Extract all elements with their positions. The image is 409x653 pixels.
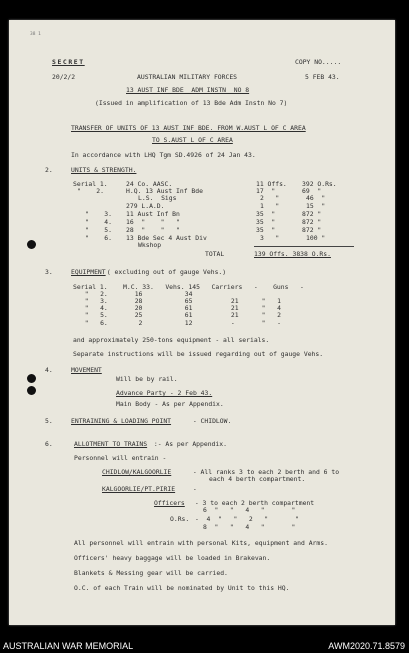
main-body-line: Main Body - As per Appendix. — [116, 400, 224, 408]
copy-number: COPY NO..... — [295, 58, 342, 66]
transfer-heading-line2: TO S.AUST L OF C AREA — [152, 136, 233, 144]
units-total-label: TOTAL — [205, 250, 225, 258]
unit-name: 28 " " " — [126, 226, 180, 234]
unit-name: 24 Co. AASC. — [126, 180, 173, 188]
equipment-row: " 3. 28 65 21 " 1 — [77, 297, 281, 305]
route-1-continued: each 4 berth compartment. — [209, 475, 306, 483]
unit-serial: " 4. — [85, 218, 112, 226]
section-5-detail: - CHIDLOW. — [189, 417, 232, 425]
officers-allotment: - 3 to each 2 berth compartment — [191, 499, 315, 507]
instruction-line: Blankets & Messing gear will be carried. — [74, 569, 228, 577]
unit-other-ranks: 872 " — [302, 218, 322, 226]
unit-other-ranks: 15 " — [306, 202, 326, 210]
instruction-title: 13 AUST INF BDE ADM INSTN NO 8 — [126, 86, 250, 94]
units-total-value: 139 Offs. 3838 O.Rs. — [254, 250, 331, 258]
archive-name: AUSTRALIAN WAR MEMORIAL — [3, 641, 134, 651]
section-6-number: 6. — [45, 440, 53, 448]
instruction-line: All personnel will entrain with personal Kits, equipment and Arms. — [74, 539, 328, 547]
equipment-row: " 6. 2 12 - " - — [77, 319, 281, 327]
transfer-heading-line1: TRANSFER OF UNITS OF 13 AUST INF BDE. FROM W.AUST L OF C AREA — [71, 124, 306, 132]
organisation-heading: AUSTRALIAN MILITARY FORCES — [137, 73, 238, 81]
unit-other-ranks: 46 " — [306, 194, 326, 202]
section-4-title: MOVEMENT — [71, 366, 102, 374]
movement-line: Will be by rail. — [116, 375, 178, 383]
punch-hole — [27, 386, 36, 395]
unit-other-ranks: 69 " — [302, 187, 322, 195]
unit-name: 11 Aust Inf Bn — [126, 210, 180, 218]
issued-note: (Issued in amplification of 13 Bde Adm Instn No 7) — [95, 99, 288, 107]
punch-hole — [27, 240, 36, 249]
unit-serial: Serial 1. — [73, 180, 108, 188]
document-date: 5 FEB 43. — [305, 73, 340, 81]
archive-footer — [0, 640, 409, 653]
accordance-line: In accordance with LHQ Tgm SD.4926 of 24 Jan 43. — [71, 151, 256, 159]
equipment-row: " 5. 25 61 21 " 2 — [77, 311, 281, 319]
equipment-row: " 2. 16 34 — [77, 290, 193, 298]
unit-name: H.Q. 13 Aust Inf Bde — [126, 187, 203, 195]
route-2-detail: - — [189, 485, 197, 493]
secret-label: SECRET — [52, 58, 85, 66]
unit-serial: " 6. — [85, 234, 112, 242]
unit-name: L.S. Sigs — [138, 194, 177, 202]
route-2: KALGOORLIE/PT.PIRIE — [102, 485, 176, 493]
unit-officers: 17 " — [256, 187, 276, 195]
section-2-title: UNITS & STRENGTH. — [71, 166, 137, 174]
advance-party-line: Advance Party - 2 Feb 43. — [116, 389, 213, 397]
other-ranks-label: O.Rs. — [170, 515, 190, 523]
unit-other-ranks: 100 " — [306, 234, 326, 242]
unit-officers: 1 " — [260, 202, 280, 210]
personnel-line: Personnel will entrain - — [74, 454, 167, 462]
unit-other-ranks: 872 " — [302, 226, 322, 234]
unit-serial: " 2. — [77, 187, 104, 195]
officers-allotment-2: 6 " " 4 " " — [203, 506, 296, 514]
unit-serial: " 3. — [85, 210, 112, 218]
unit-officers: 2 " — [260, 194, 280, 202]
unit-name: 16 " " " — [126, 218, 180, 226]
other-ranks-allotment: - 4 " " 2 " " — [195, 515, 299, 523]
file-reference: 20/2/2 — [52, 73, 76, 81]
section-5-number: 5. — [45, 417, 53, 425]
section-3-subtitle: ( excluding out of gauge Vehs.) — [103, 268, 227, 276]
unit-officers: 35 " — [256, 226, 276, 234]
unit-other-ranks: 872 " — [302, 210, 322, 218]
archive-reference: AWM2020.71.8579 — [328, 641, 405, 651]
unit-officers: 35 " — [256, 218, 276, 226]
instruction-line: O.C. of each Train will be nominated by Unit to this HQ. — [74, 584, 290, 592]
section-5-title: ENTRAINING & LOADING POINT — [71, 417, 172, 425]
unit-officers: 35 " — [256, 210, 276, 218]
section-3-number: 3. — [45, 268, 53, 276]
equipment-note: Separate instructions will be issued regarding out of gauge Vehs. — [73, 350, 324, 358]
unit-other-ranks: 392 O.Rs. — [302, 180, 337, 188]
section-6-title: ALLOTMENT TO TRAINS — [74, 440, 148, 448]
unit-serial: " 5. — [85, 226, 112, 234]
file-tag: 38 1 — [30, 32, 41, 37]
unit-name: Wkshop — [138, 241, 162, 249]
section-6-detail: :- As per Appendix. — [150, 440, 227, 448]
unit-officers: 3 " — [260, 234, 280, 242]
unit-name: 13 Bde Sec 4 Aust Div — [126, 234, 207, 242]
route-1: CHIDLOW/KALGOORLIE — [102, 468, 172, 476]
equipment-row: " 4. 20 61 21 " 4 — [77, 304, 281, 312]
instruction-line: Officers' heavy baggage will be loaded in Brakevan. — [74, 554, 271, 562]
unit-officers: 11 Offs. — [256, 180, 287, 188]
section-3-title: EQUIPMENT — [71, 268, 106, 276]
route-1-detail: - All ranks 3 to each 2 berth and 6 to — [189, 468, 340, 476]
unit-name: 279 L.A.D. — [126, 202, 165, 210]
equipment-header: Serial 1. M.C. 33. Vehs. 145 Carriers - Guns - — [73, 283, 304, 291]
total-rule — [254, 246, 354, 247]
equipment-note: and approximately 250-tons equipment - all serials. — [73, 336, 270, 344]
section-4-number: 4. — [45, 366, 53, 374]
punch-hole — [27, 374, 36, 383]
officers-label: Officers — [154, 499, 185, 507]
other-ranks-allotment-2: 8 " " 4 " " — [203, 523, 296, 531]
section-2-number: 2. — [45, 166, 53, 174]
